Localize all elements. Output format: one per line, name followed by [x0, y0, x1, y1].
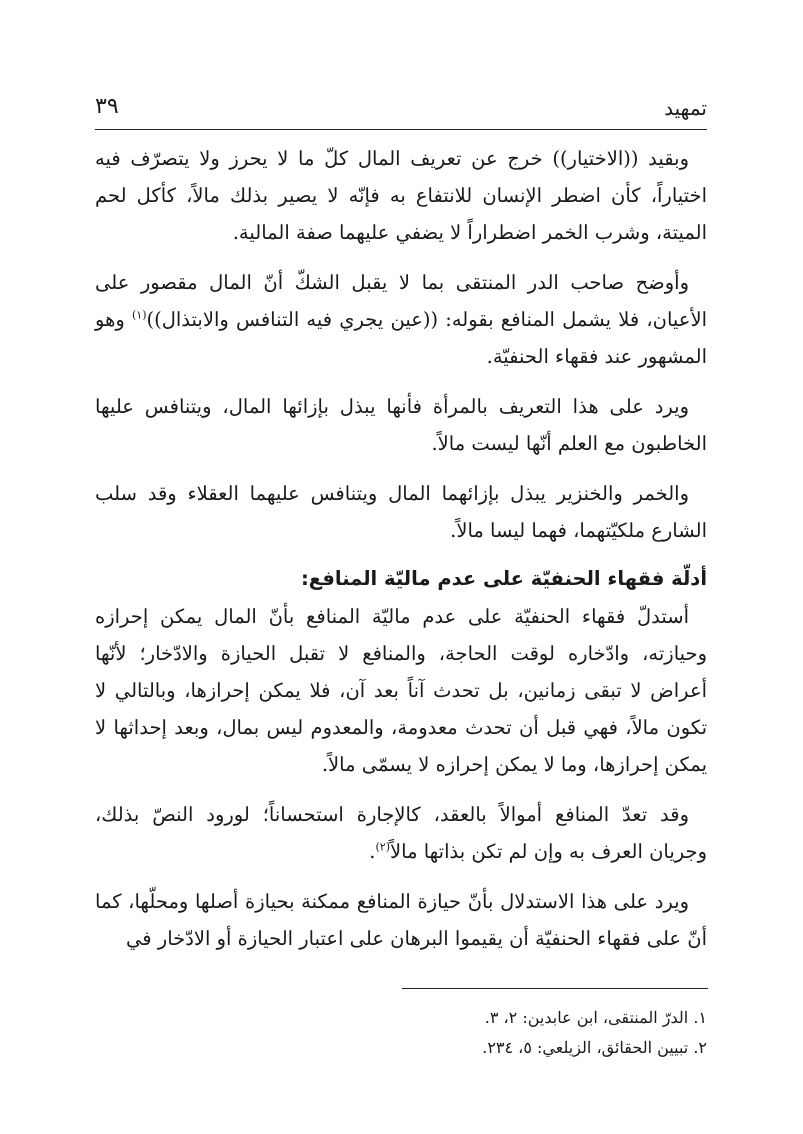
paragraph-2-text-a: وأوضح صاحب الدر المنتقى بما لا يقبل الشكّ أنّ المال مقصور على الأعيان، فلا يشمل المنافع بقوله: ((عين يجري فيه التنافس والابتذال)) — [95, 271, 707, 331]
paragraph-6-text-a: وقد تعدّ المنافع أموالاً بالعقد، كالإجارة استحساناً؛ لورود النصّ بذلك، وجريان العرف به وإن لم تكن بذاتها مالاً — [95, 803, 707, 863]
page-number: ٣٩ — [95, 94, 119, 119]
paragraph-6 — [95, 796, 707, 870]
paragraph-7: ويرد على هذا الاستدلال بأنّ حيازة المنافع ممكنة بحيازة أصلها ومحلّها، كما أنّ على فقهاء الحنفيّة أن يقيموا البرهان على اعتبار الحيازة أو الادّخار في — [95, 890, 707, 950]
footnote-2: ٢. تبيين الحقائق، الزيلعي: ٥، ٢٣٤. — [482, 1038, 707, 1057]
footnotes — [95, 1003, 707, 1063]
section-heading: أدلّة فقهاء الحنفيّة على عدم ماليّة المنافع: — [300, 567, 707, 590]
footnote-ref-1: (١) — [131, 308, 147, 322]
paragraph-1: وبقيد ((الاختيار)) خرج عن تعريف المال كلّ ما لا يحرز ولا يتصرّف فيه اختياراً، كأن اضطر الإنسان للانتفاع به فإنّه لا يصير بذلك مالاً، كأكل لحم الميتة، وشرب الخمر اضطراراً لا يضفي عليهما صفة المالية. — [95, 147, 707, 244]
paragraph-6-text-b: . — [369, 840, 376, 863]
paragraph-2-text-b: وهو المشهور عند فقهاء الحنفيّة. — [95, 308, 707, 368]
paragraph-5: أستدلّ فقهاء الحنفيّة على عدم ماليّة المنافع بأنّ المال يمكن إحرازه وحيازته، وادّخاره لوقت الحاجة، والمنافع لا تقبل الحيازة والادّخار؛ لأنّها أعراض لا تبقى زمانين، بل تحدث آناً بعد آن، فلا يمكن إحرازها، وبالتالي لا تكون مالاً، فهي قبل أن تحدث معدومة، والمعدوم ليس بمال، وبعد إحداثها لا يمكن إحرازها، وما لا يمكن إحرازه لا يسمّى مالاً. — [95, 605, 707, 776]
header-rule — [95, 129, 707, 130]
paragraph-4: والخمر والخنزير يبذل بإزائهما المال ويتنافس عليهما العقلاء وقد سلب الشارع ملكيّتهما، فهما ليسا مالاً. — [95, 482, 707, 542]
paragraph-3: ويرد على هذا التعريف بالمرأة فأنها يبذل بإزائها المال، ويتنافس عليها الخاطبون مع العلم أنّها ليست مالاً. — [95, 395, 707, 455]
body-text — [95, 140, 707, 970]
footnote-ref-2: (٢) — [375, 840, 390, 854]
footnote-rule — [402, 988, 708, 989]
page-header — [95, 92, 707, 130]
chapter-title: تمهيد — [664, 96, 707, 120]
footnote-1: ١. الدرّ المنتقى، ابن عابدين: ٢، ٣. — [484, 1008, 707, 1027]
paragraph-2 — [95, 264, 707, 375]
